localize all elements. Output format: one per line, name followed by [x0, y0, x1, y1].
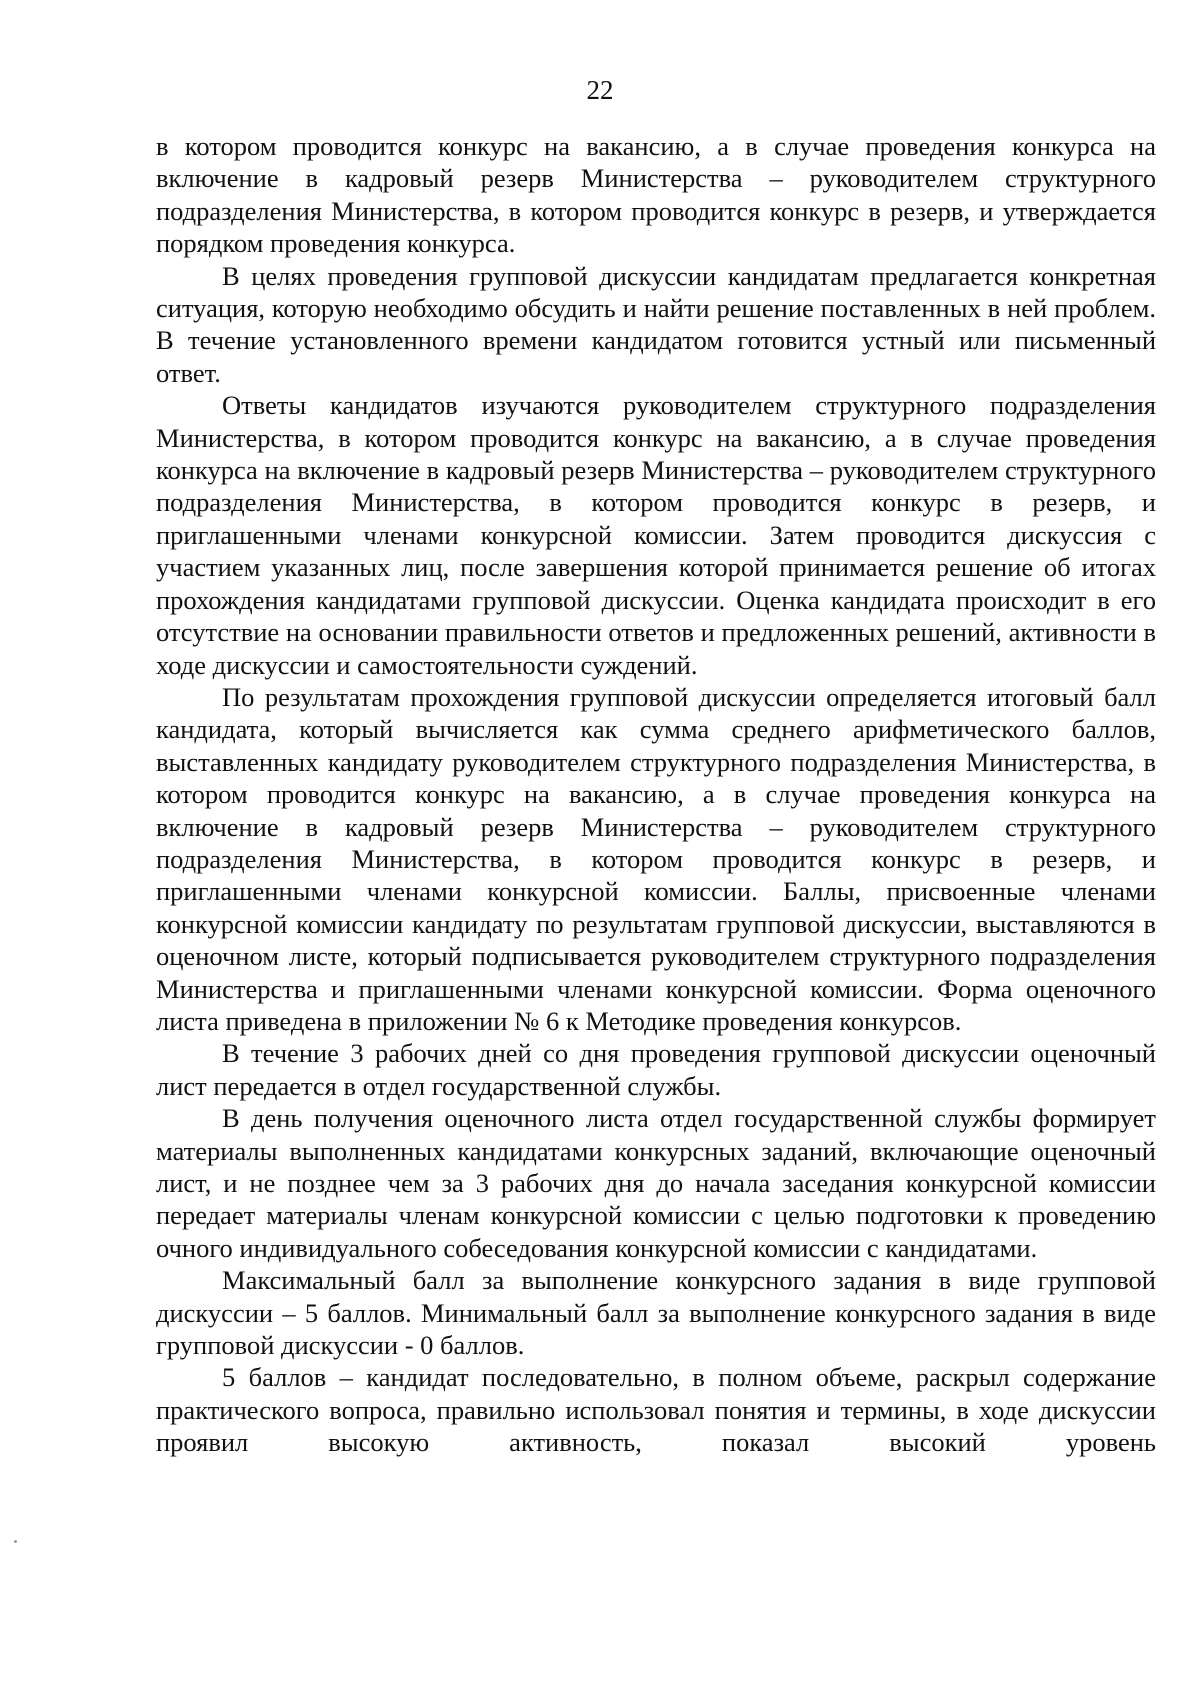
paragraph-evaluation-sheet-transfer: В течение 3 рабочих дней со дня проведения групповой дискуссии оценочный лист передается в отдел государственной службы.	[156, 1038, 1156, 1101]
paragraph-continuation: в котором проводится конкурс на вакансию, а в случае проведения конкурса на включение в кадровый резерв Министерства – руководителем структурного подразделения Министерства, в котором проводится конкурс в резерв, и утверждается порядком проведения конкурса.	[156, 131, 1156, 259]
document-body	[156, 130, 1156, 1459]
page-number: 22	[586, 75, 614, 105]
paragraph-materials-formation: В день получения оценочного листа отдел государственной службы формирует материалы выполненных кандидатами конкурсных заданий, включающие оценочный лист, и не позднее чем за 3 рабочих дня до начала заседания конкурсной комиссии передает материалы членам конкурсной комиссии с целью подготовки к проведению очного индивидуального собеседования конкурсной комиссии с кандидатами.	[156, 1103, 1156, 1263]
paragraph-answers-review: Ответы кандидатов изучаются руководителем структурного подразделения Министерства, в котором проводится конкурс на вакансию, а в случае проведения конкурса на включение в кадровый резерв Министерства – руководителем структурного подразделения Министерства, в котором проводится конкурс в резерв, и приглашенными членами конкурсной комиссии. Затем проводится дискуссия с участием указанных лиц, после завершения которой принимается решение об итогах прохождения кандидатами групповой дискуссии. Оценка кандидата происходит в его отсутствие на основании правильности ответов и предложенных решений, активности в ходе дискуссии и самостоятельности суждений.	[156, 390, 1156, 680]
paragraph-final-score: По результатам прохождения групповой дискуссии определяется итоговый балл кандидата, который вычисляется как сумма среднего арифметического баллов, выставленных кандидату руководителем структурного подразделения Министерства, в котором проводится конкурс на вакансию, а в случае проведения конкурса на включение в кадровый резерв Министерства – руководителем структурного подразделения Министерства, в котором проводится конкурс в резерв, и приглашенными членами конкурсной комиссии. Баллы, присвоенные членами конкурсной комиссии кандидату по результатам групповой дискуссии, выставляются в оценочном листе, который подписывается руководителем структурного подразделения Министерства и приглашенными членами конкурсной комиссии. Форма оценочного листа приведена в приложении № 6 к Методике проведения конкурсов.	[156, 681, 1156, 1036]
paragraph-five-points-criteria: 5 баллов – кандидат последовательно, в полном объеме, раскрыл содержание практического вопроса, правильно использовал понятия и термины, в ходе дискуссии проявил высокую активность, показал высокий уровень	[156, 1362, 1156, 1458]
paragraph-group-discussion-situation: В целях проведения групповой дискуссии кандидатам предлагается конкретная ситуация, которую необходимо обсудить и найти решение поставленных в ней проблем. В течение установленного времени кандидатом готовится устный или письменный ответ.	[156, 260, 1156, 388]
scan-speck	[14, 1540, 17, 1543]
paragraph-score-range: Максимальный балл за выполнение конкурсного задания в виде групповой дискуссии – 5 баллов. Минимальный балл за выполнение конкурсного задания в виде групповой дискуссии - 0 баллов.	[156, 1265, 1156, 1361]
